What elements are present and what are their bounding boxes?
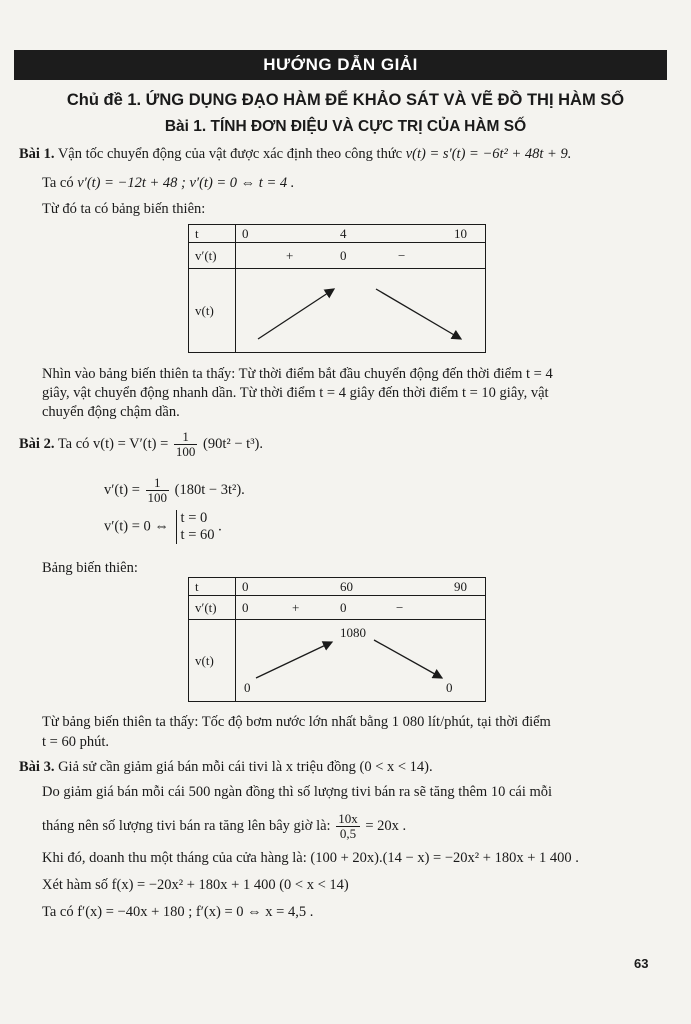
b1-label: Bài 1. [19,146,55,162]
b2-t60: 60 [340,578,353,594]
b1-line2-formula: v′(t) = −12t + 48 ; v′(t) = 0 ⇔ t = 4 . [77,175,295,191]
b3-line4: Khi đó, doanh thu một tháng của cửa hàng là: (100 + 20x).(14 − x) = −20x² + 180x + 1 400 . [42,850,579,866]
b2-deriv-values [236,596,486,620]
page-number: 63 [634,956,649,971]
b3-frac-num: 10x [338,811,358,826]
b2-func-values [236,620,486,702]
b1-t10: 10 [454,225,467,241]
b1-intro: Vận tốc chuyển động của vật được xác định theo công thức [57,146,403,162]
b3-frac [336,812,360,841]
b1-variation-table [188,224,486,353]
b1-formula: v(t) = s′(t) = −6t² + 48t + 9. [405,146,572,162]
b1-conclusion-3: chuyển động chậm dần. [42,404,180,420]
b3-line6: Ta có f′(x) = −40x + 180 ; f′(x) = 0 ⇔ x = 4,5 . [42,904,314,920]
b2-arrows-icon [236,620,476,700]
b2-start-value: 0 [244,680,251,695]
lesson-title: Bài 1. TÍNH ĐƠN ĐIỆU VÀ CỰC TRỊ CỦA HÀM SỐ [164,118,527,135]
b1-line2 [42,175,294,192]
b2-t90: 90 [454,578,467,594]
b2-func-label: v(t) [189,620,236,702]
b2-cases [176,510,215,544]
b3-line1-text: Giả sử cần giảm giá bán mỗi cái tivi là x triệu đồng (0 < x < 14). [58,759,433,775]
chapter-title: Chủ đề 1. ỨNG DỤNG ĐẠO HÀM ĐỂ KHẢO SÁT VÀ VẼ ĐỒ THỊ HÀM SỐ [66,91,625,109]
b1-t0: 0 [242,225,249,241]
b1-func-label: v(t) [189,269,236,353]
b2-line2 [104,476,245,505]
b1-arrows-icon [236,269,476,351]
b1-sign-zero: 0 [340,248,347,263]
section-banner: HƯỚNG DẪN GIẢI [14,50,667,80]
b2-deriv-zero-mid: 0 [340,600,347,615]
b1-t-label: t [189,225,236,243]
b2-deriv-plus: + [292,600,300,615]
b2-deriv-zero-left: 0 [242,600,249,615]
b1-deriv-label: v′(t) [189,243,236,269]
b1-sign-plus: + [286,248,294,263]
b2-line3 [104,510,222,544]
b2-line1-suffix: (90t² − t³). [203,435,263,452]
b2-frac1 [174,430,198,459]
b2-frac1-num: 1 [174,430,198,445]
b1-line1 [19,146,571,163]
b1-sign-minus: − [398,248,406,263]
b2-line2-prefix: v′(t) = [104,481,140,498]
b2-frac2-den: 100 [147,490,168,505]
b3-line2: Do giảm giá bán mỗi cái 500 ngàn đồng thì số lượng tivi bán ra sẽ tăng thêm 10 cái mỗi [42,784,553,800]
b1-line2-prefix: Ta có [42,175,74,191]
b2-line1-prefix: Ta có v(t) = V′(t) = [57,435,169,452]
b3-line3-prefix: tháng nên số lượng tivi bán ra tăng lên bây giờ là: [42,817,331,834]
b2-t-values [236,578,486,596]
b3-label: Bài 3. [19,759,55,775]
b1-func-arrows [236,269,486,353]
b3-line1 [19,759,433,776]
b2-conclusion-1: Từ bảng biến thiên ta thấy: Tốc độ bơm nước lớn nhất bằng 1 080 lít/phút, tại thời điểm [42,714,551,730]
b3-line5: Xét hàm số f(x) = −20x² + 180x + 1 400 (0 < x < 14) [42,877,349,893]
b2-label: Bài 2. [19,435,55,452]
b2-table-title: Bảng biến thiên: [42,560,138,576]
b2-frac2 [146,476,170,505]
b2-deriv-minus: − [396,600,404,615]
b2-t-label: t [189,578,236,596]
b3-line3 [42,812,406,841]
b2-variation-table [188,577,486,702]
b2-line3-suffix: . [218,518,222,535]
b1-conclusion-1: Nhìn vào bảng biến thiên ta thấy: Từ thời điểm bắt đầu chuyển động đến thời điểm t = 4 [42,366,553,382]
b2-case1: t = 0 [180,510,208,526]
b2-line2-suffix: (180t − 3t²). [174,481,245,498]
b2-frac2-num: 1 [146,476,170,491]
b1-conclusion-2: giây, vật chuyển động nhanh dần. Từ thời điểm t = 4 giây đến thời điểm t = 10 giây, vật [42,385,549,401]
b2-frac1-den: 100 [175,444,196,459]
b3-frac-den: 0,5 [339,826,357,841]
b2-deriv-label: v′(t) [189,596,236,620]
b1-t4: 4 [340,225,347,241]
b2-conclusion-2: t = 60 phút. [42,734,109,750]
b1-line3: Từ đó ta có bảng biến thiên: [42,201,206,217]
b3-line3-suffix: = 20x . [365,817,407,834]
b2-line3-prefix: v′(t) = 0 ⇔ [104,518,169,535]
b1-t-values [236,225,486,243]
b2-line1 [19,430,263,459]
b2-max-value: 1080 [340,625,366,640]
b2-end-value: 0 [446,680,453,695]
b2-case2: t = 60 [180,527,215,543]
b2-t0: 0 [242,578,249,594]
b1-deriv-signs [236,243,486,269]
